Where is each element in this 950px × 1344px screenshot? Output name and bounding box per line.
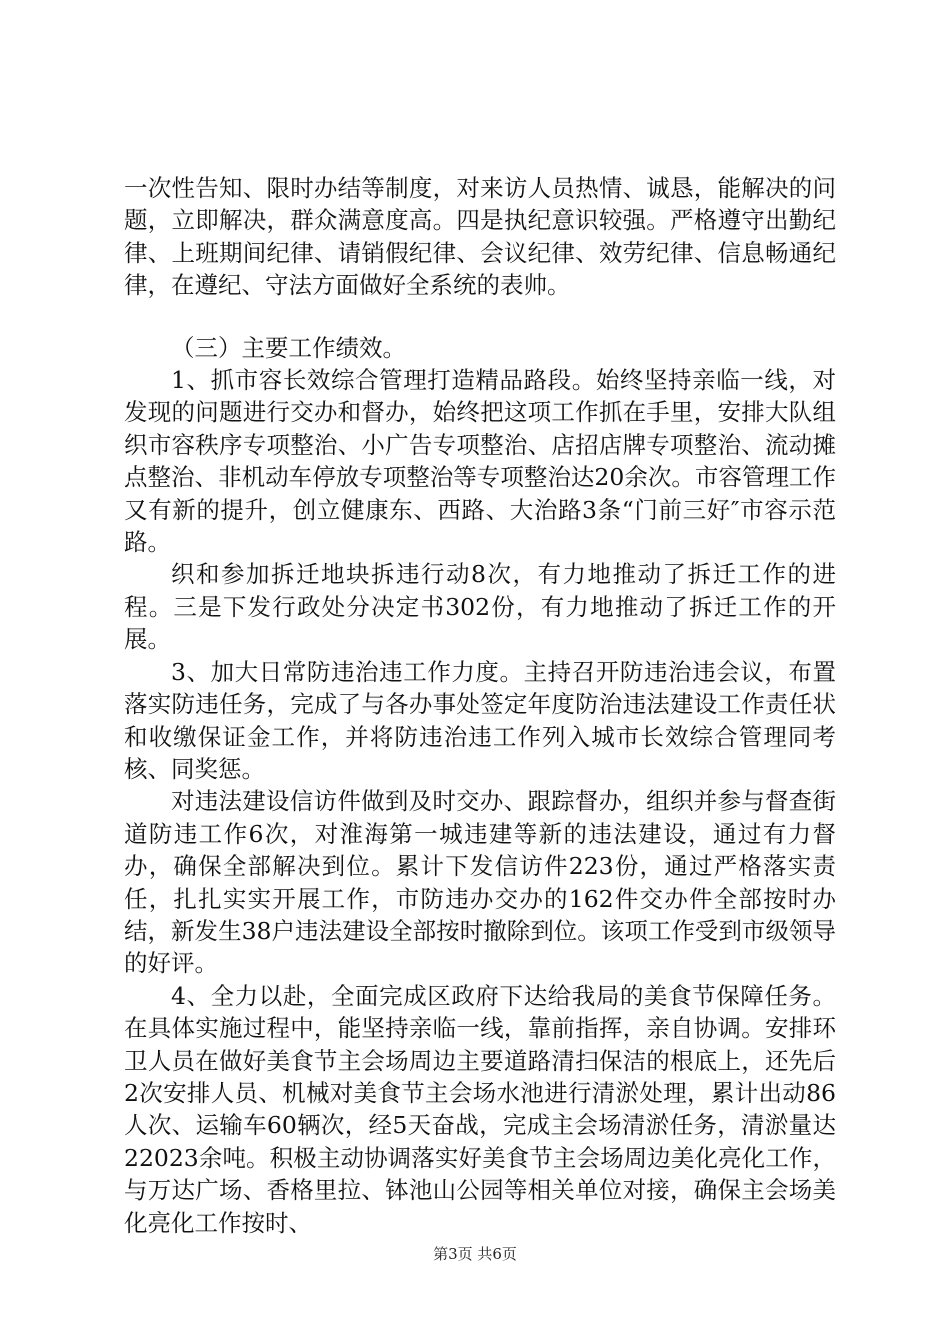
- paragraph-item-1: 1、抓市容长效综合管理打造精品路段。始终坚持亲临一线，对发现的问题进行交办和督办，始终把这项工作抓在手里，安排大队组织市容秩序专项整治、小广告专项整治、店招店牌专项整治、流动摊点整治、非机动车停放专项整治等专项整治达20余次。市容管理工作又有新的提升，创立健康东、西路、大治路3条“门前三好″市容示范路。: [124, 366, 836, 557]
- paragraph-petition: 对违法建设信访件做到及时交办、跟踪督办，组织并参与督查街道防违工作6次，对淮海第一城违建等新的违法建设，通过有力督办，确保全部解决到位。累计下发信访件223份，通过严格落实责任，扎扎实实开展工作，市防违办交办的162件交办件全部按时办结，新发生38户违法建设全部按时撤除到位。该项工作受到市级领导的好评。: [124, 787, 836, 978]
- paragraph-item-3: 3、加大日常防违治违工作力度。主持召开防违治违会议，布置落实防违任务，完成了与各办事处签定年度防治违法建设工作责任状和收缴保证金工作，并将防违治违工作列入城市长效综合管理同考核、同奖惩。: [124, 657, 836, 783]
- paragraph-demolition: 织和参加拆迁地块拆违行动8次，有力地推动了拆迁工作的进程。三是下发行政处分决定书302份，有力地推动了拆迁工作的开展。: [124, 560, 836, 654]
- document-body: [124, 172, 836, 1239]
- page-footer: [0, 1243, 950, 1264]
- paragraph-continuation: 一次性告知、限时办结等制度，对来访人员热情、诚恳，能解决的问题，立即解决，群众满意度高。四是执纪意识较强。严格遵守出勤纪律、上班期间纪律、请销假纪律、会议纪律、效劳纪律、信息畅通纪律，在遵纪、守法方面做好全系统的表帅。: [124, 174, 836, 300]
- page-number-label: 第3页 共6页: [433, 1245, 517, 1263]
- section-heading: （三）主要工作绩效。: [171, 333, 406, 362]
- paragraph-gap: [124, 302, 836, 332]
- paragraph-item-4: 4、全力以赴，全面完成区政府下达给我局的美食节保障任务。在具体实施过程中，能坚持亲临一线，靠前指挥，亲自协调。安排环卫人员在做好美食节主会场周边主要道路清扫保洁的根底上，还先后2次安排人员、机械对美食节主会场水池进行清淤处理，累计出动86人次、运输车60辆次，经5天奋战，完成主会场清淤任务，清淤量达22023余吨。积极主动协调落实好美食节主会场周边美化亮化工作，与万达广场、香格里拉、钵池山公园等相关单位对接，确保主会场美化亮化工作按时、: [124, 981, 836, 1237]
